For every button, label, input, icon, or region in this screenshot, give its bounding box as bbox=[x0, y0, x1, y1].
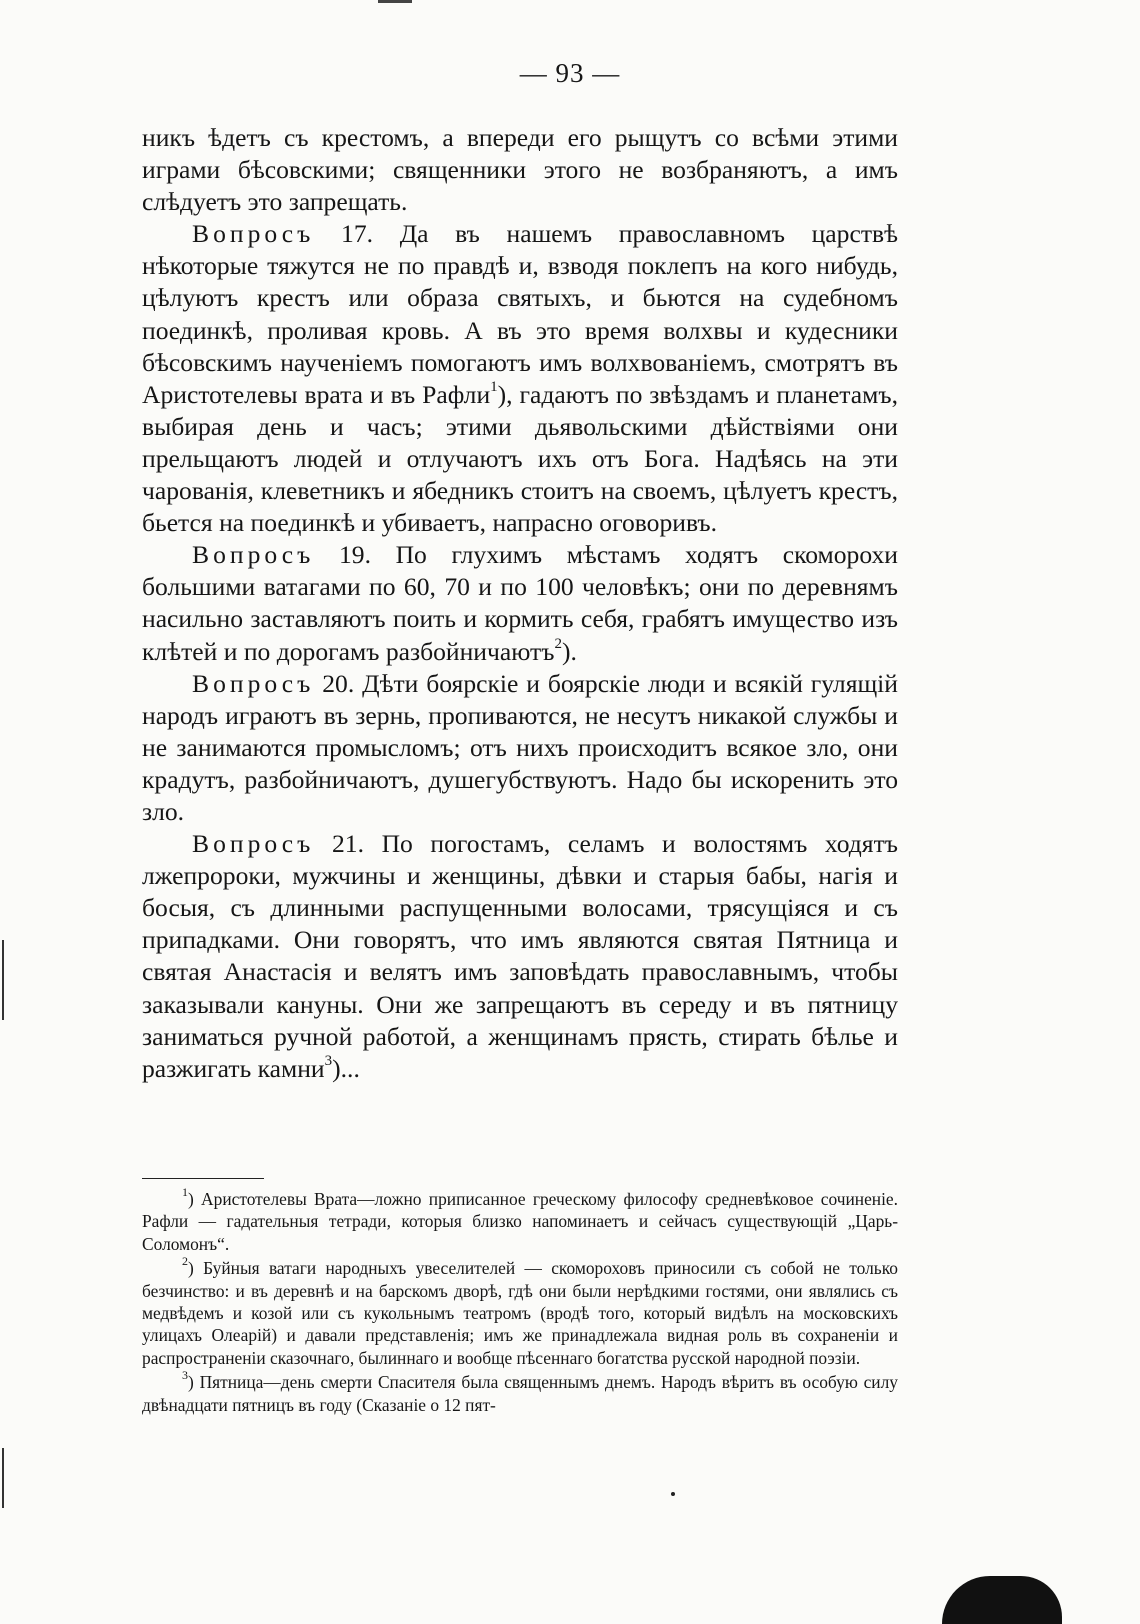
page-number: — 93 — bbox=[519, 58, 621, 88]
footnote-3 bbox=[142, 1368, 898, 1416]
footnote-ref: 3 bbox=[324, 1053, 333, 1070]
footnote-text: ) Буйныя ватаги народныхъ увеселителей — скомороховъ приносили съ собой не только безчинство: и въ деревнѣ и на барскомъ дворѣ, гдѣ они были нерѣдкими гостями, они являлись съ медвѣдемъ и козой или съ кукольнымъ театромъ (вродѣ того, который видѣлъ на московскихъ улицахъ Олеарій) и давали представленія; имъ же принадлежала видная роль въ сохраненіи и распространеніи сказочнаго, былиннаго и вообще пѣсеннаго богатства русской народной поэзіи. bbox=[142, 1258, 898, 1368]
footnote-mark: 1 bbox=[182, 1185, 188, 1200]
footnote-mark: 2 bbox=[182, 1254, 188, 1269]
ink-speck bbox=[671, 1492, 675, 1496]
question-text: 20. Дѣти боярскіе и боярскіе люди и всякій гулящій народъ играютъ въ зернь, пропиваются, не несутъ никакой службы и не занимаются промысломъ; отъ нихъ происходитъ всякое зло, они крадутъ, разбойничаютъ, душегубствуютъ. Надо бы искоренить это зло. bbox=[142, 668, 898, 826]
question-label: Вопросъ bbox=[192, 668, 315, 698]
main-text bbox=[142, 122, 898, 1085]
footnote-ref: 1 bbox=[490, 379, 498, 396]
paragraph-continuation: никъ ѣдетъ съ крестомъ, а впереди его рыщутъ со всѣми этими играми бѣсовскими; священники этого не возбраняютъ, а имъ слѣдуетъ это запрещать. bbox=[142, 123, 898, 217]
question-17 bbox=[142, 218, 898, 539]
footnote-2 bbox=[142, 1254, 898, 1369]
footnote-text: ) Пятница—день смерти Спасителя была священнымъ днемъ. Народъ вѣритъ въ особую силу двѣнадцати пятницъ въ году (Сказаніе о 12 пят- bbox=[142, 1372, 898, 1415]
question-20 bbox=[142, 668, 898, 828]
margin-line bbox=[2, 1448, 4, 1508]
ink-blot bbox=[942, 1576, 1062, 1624]
question-text-cont: )... bbox=[332, 1053, 360, 1083]
footnote-separator bbox=[142, 1178, 264, 1179]
question-text-cont: ). bbox=[561, 636, 577, 666]
question-label: Вопросъ bbox=[192, 829, 315, 859]
question-text: 17. Да въ нашемъ православномъ царствѣ нѣкоторые тяжутся не по правдѣ и, взводя поклепъ на кого нибудь, цѣлуютъ крестъ или образа святыхъ, и бьются на судебномъ поединкѣ, проливая кровь. А въ это время волхвы и кудесники бѣсовскимъ наученіемъ помогаютъ имъ волхвованіемъ, смотрятъ въ Аристотелевы врата и въ Рафли bbox=[142, 219, 898, 409]
footnote-1 bbox=[142, 1185, 898, 1255]
question-19 bbox=[142, 539, 898, 667]
question-text: 19. По глухимъ мѣстамъ ходятъ скоморохи большими ватагами по 60, 70 и по 100 человѣкъ; они по деревнямъ насильно заставляютъ поить и кормить себя, грабятъ имущество изъ клѣтей и по дорогамъ разбойничаютъ bbox=[142, 540, 898, 666]
footnote-ref: 2 bbox=[554, 635, 562, 652]
footnote-mark: 3 bbox=[182, 1368, 188, 1383]
question-21 bbox=[142, 828, 898, 1085]
footnote-text: ) Аристотелевы Врата—ложно приписанное греческому философу средневѣковое сочиненіе. Рафли — гадательныя тетради, которыя близко напоминаетъ и сейчасъ существующій „Царь-Соломонъ“. bbox=[142, 1189, 898, 1254]
question-text: 21. По погостамъ, селамъ и волостямъ ходятъ лжепророки, мужчины и женщины, дѣвки и старыя бабы, нагія и босыя, съ длинными распущенными волосами, трясущіяся и съ припадками. Они говорятъ, что имъ являются святая Пятница и святая Анастасія и велятъ имъ заповѣдать православнымъ, чтобы заказывали кануны. Они же запрещаютъ въ середу и въ пятницу заниматься ручной работой, а женщинамъ прясть, стирать бѣлье и разжигать камни bbox=[142, 829, 898, 1083]
question-text-cont: ), гадаютъ по звѣздамъ и планетамъ, выбирая день и часъ; этими дьявольскими дѣйствіями они прельщаютъ людей и отлучаютъ ихъ отъ Бога. Надѣясь на эти чарованія, клеветникъ и ябедникъ стоитъ на своемъ, цѣлуетъ крестъ, бьется на поединкѣ и убиваетъ, напрасно оговоривъ. bbox=[142, 379, 898, 538]
footnotes bbox=[142, 1185, 898, 1418]
question-label: Вопросъ bbox=[192, 540, 315, 570]
scan-mark bbox=[378, 0, 412, 3]
margin-line bbox=[2, 940, 4, 1020]
question-label: Вопросъ bbox=[192, 219, 315, 249]
